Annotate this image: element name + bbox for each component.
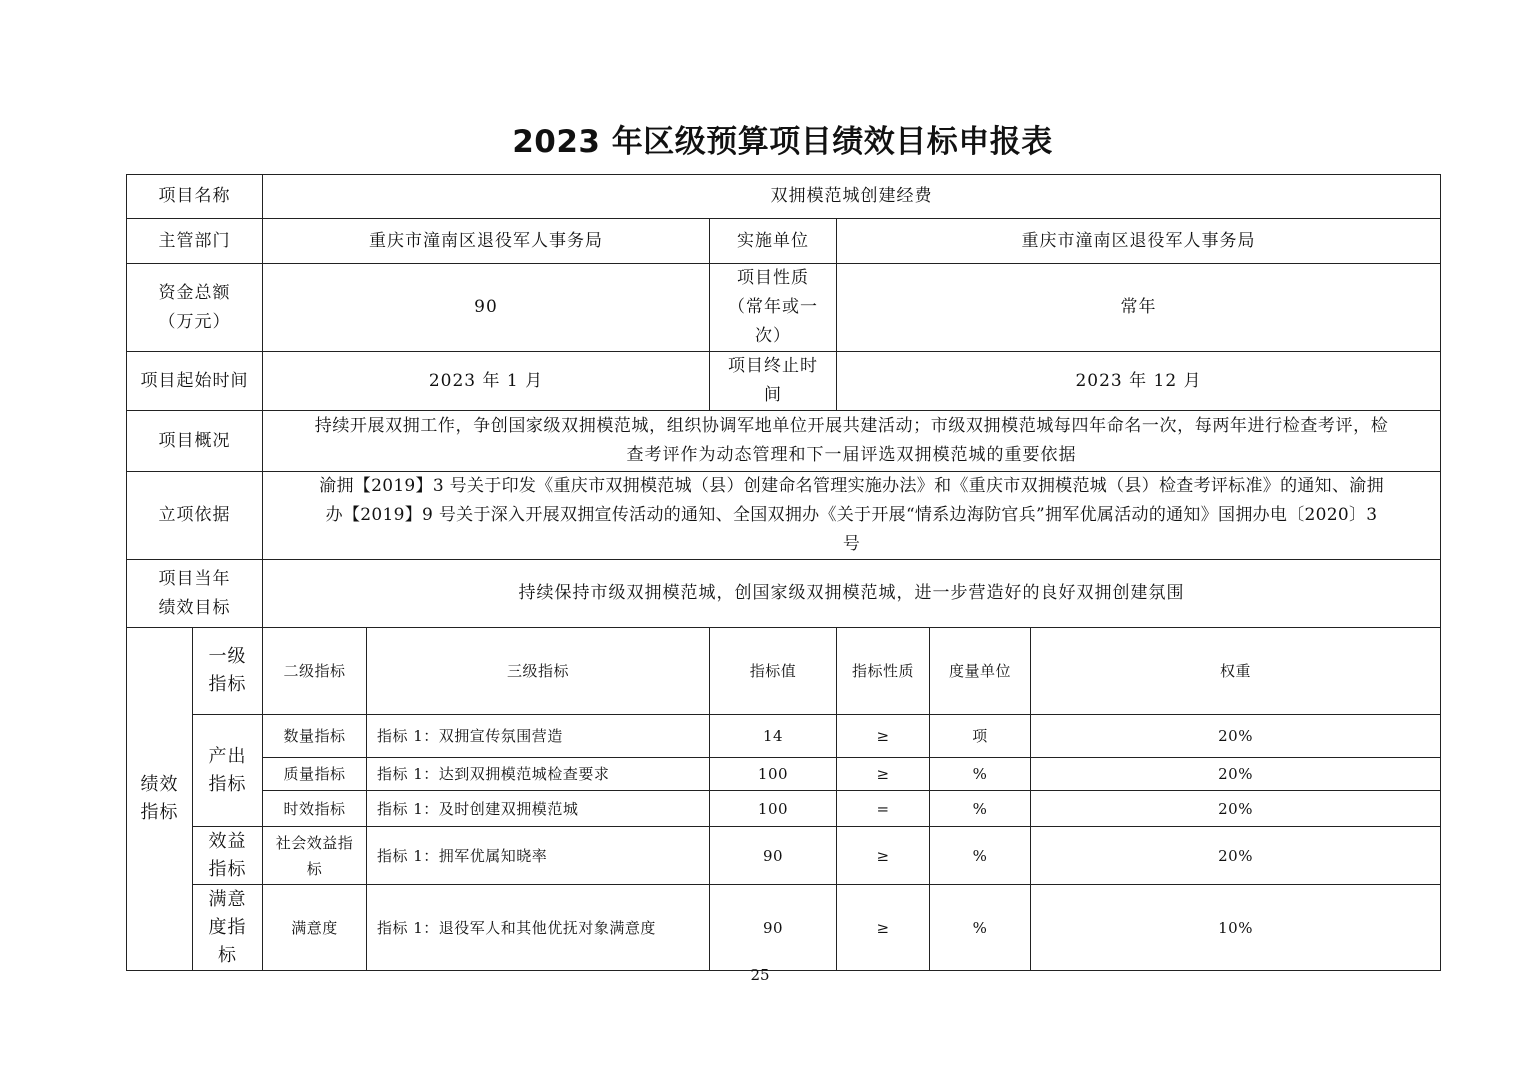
annual-goal-value: 持续保持市级双拥模范城，创国家级双拥模范城，进一步营造好的良好双拥创建氛围 — [263, 560, 1441, 628]
document-title: 2023 年区级预算项目绩效目标申报表 — [512, 124, 1053, 160]
basis-value — [263, 472, 1441, 560]
satisfaction-group-line1: 满意 — [208, 888, 247, 910]
row-project-name — [127, 175, 1441, 219]
indicator-row — [127, 885, 1441, 971]
overview-label: 项目概况 — [127, 411, 263, 472]
row-funds — [127, 264, 1441, 352]
project-nature-label-line1: 项目性质 — [737, 268, 809, 288]
annual-goal-label-line2: 绩效目标 — [158, 597, 231, 618]
project-nature-value: 常年 — [837, 264, 1441, 352]
indicator-level2 — [263, 827, 367, 885]
indicator-unit: 项 — [930, 715, 1031, 758]
indicator-level2: 满意度 — [263, 885, 367, 971]
indicator-value: 14 — [710, 715, 837, 758]
overview-line1: 持续开展双拥工作，争创国家级双拥模范城，组织协调军地单位开展共建活动；市级双拥模范城每四年命名一次，每两年进行检查考评，检 — [314, 416, 1389, 436]
weight-header: 权重 — [1031, 628, 1441, 715]
indicator-level3: 指标 1：双拥宣传氛围营造 — [367, 715, 710, 758]
end-time-label-line1: 项目终止时 — [728, 356, 818, 376]
level2-header: 二级指标 — [263, 628, 367, 715]
overview-line2: 查考评作为动态管理和下一届评选双拥模范城的重要依据 — [626, 445, 1077, 465]
project-nature-label — [710, 264, 837, 352]
level1-header-line2: 指标 — [208, 674, 247, 695]
indicator-value: 100 — [710, 791, 837, 827]
department-label: 主管部门 — [127, 219, 263, 264]
page-number: 25 — [750, 966, 770, 984]
benefit-group-line2: 指标 — [208, 858, 247, 880]
start-time-label: 项目起始时间 — [127, 352, 263, 411]
indicator-weight: 20% — [1031, 791, 1441, 827]
indicator-row — [127, 791, 1441, 827]
indicators-label-line2: 指标 — [140, 802, 179, 823]
indicator-unit: % — [930, 885, 1031, 971]
indicator-level3: 指标 1：及时创建双拥模范城 — [367, 791, 710, 827]
satisfaction-group-line3: 标 — [218, 944, 237, 966]
indicator-level2-line1: 社会效益指 — [275, 833, 354, 852]
funds-label-line1: 资金总额 — [158, 282, 231, 303]
level1-header — [193, 628, 263, 715]
indicator-nature: = — [837, 791, 930, 827]
indicator-weight: 20% — [1031, 758, 1441, 791]
row-department — [127, 219, 1441, 264]
row-annual-goal — [127, 560, 1441, 628]
indicator-value: 100 — [710, 758, 837, 791]
indicator-row — [127, 827, 1441, 885]
department-value: 重庆市潼南区退役军人事务局 — [263, 219, 710, 264]
indicator-level2: 数量指标 — [263, 715, 367, 758]
implementing-unit-value: 重庆市潼南区退役军人事务局 — [837, 219, 1441, 264]
indicator-unit: % — [930, 827, 1031, 885]
nature-header: 指标性质 — [837, 628, 930, 715]
project-nature-label-line2: （常年或一 — [728, 297, 818, 317]
satisfaction-indicator-group — [193, 885, 263, 971]
indicator-row — [127, 758, 1441, 791]
basis-line1: 渝拥【2019】3 号关于印发《重庆市双拥模范城（县）创建命名管理实施办法》和《重庆市双拥模范城（县）检查考评标准》的通知、渝拥 — [319, 476, 1384, 496]
output-indicator-group — [193, 715, 263, 827]
project-nature-label-line3: 次） — [755, 326, 791, 346]
indicator-weight: 10% — [1031, 885, 1441, 971]
unit-header: 度量单位 — [930, 628, 1031, 715]
indicator-weight: 20% — [1031, 715, 1441, 758]
indicator-value: 90 — [710, 827, 837, 885]
funds-label-line2: （万元） — [158, 311, 231, 332]
level1-header-line1: 一级 — [208, 646, 247, 667]
indicator-level3: 指标 1：达到双拥模范城检查要求 — [367, 758, 710, 791]
implementing-unit-label: 实施单位 — [710, 219, 837, 264]
row-basis — [127, 472, 1441, 560]
indicators-section-label — [127, 628, 193, 971]
annual-goal-label — [127, 560, 263, 628]
indicator-nature: ≥ — [837, 715, 930, 758]
value-header: 指标值 — [710, 628, 837, 715]
funds-value: 90 — [263, 264, 710, 352]
output-group-line2: 指标 — [208, 773, 247, 795]
indicator-weight: 20% — [1031, 827, 1441, 885]
benefit-indicator-group — [193, 827, 263, 885]
indicator-level2: 质量指标 — [263, 758, 367, 791]
indicator-nature: ≥ — [837, 827, 930, 885]
level3-header: 三级指标 — [367, 628, 710, 715]
start-time-value: 2023 年 1 月 — [263, 352, 710, 411]
indicator-row — [127, 715, 1441, 758]
basis-label: 立项依据 — [127, 472, 263, 560]
row-dates — [127, 352, 1441, 411]
indicator-unit: % — [930, 791, 1031, 827]
indicator-value: 90 — [710, 885, 837, 971]
indicator-level3: 指标 1：退役军人和其他优抚对象满意度 — [367, 885, 710, 971]
indicator-unit: % — [930, 758, 1031, 791]
performance-target-form — [126, 174, 1441, 971]
satisfaction-group-line2: 度指 — [208, 916, 247, 938]
basis-line2: 办【2019】9 号关于深入开展双拥宣传活动的通知、全国双拥办《关于开展“情系边海防官兵”拥军优属活动的通知》国拥办电〔2020〕3 — [325, 505, 1378, 525]
end-time-value: 2023 年 12 月 — [837, 352, 1441, 411]
indicator-nature: ≥ — [837, 885, 930, 971]
indicator-header-row — [127, 628, 1441, 715]
overview-value — [263, 411, 1441, 472]
end-time-label — [710, 352, 837, 411]
row-overview — [127, 411, 1441, 472]
indicators-label-line1: 绩效 — [140, 774, 179, 795]
indicator-nature: ≥ — [837, 758, 930, 791]
end-time-label-line2: 间 — [764, 385, 782, 405]
annual-goal-label-line1: 项目当年 — [158, 568, 231, 589]
output-group-line1: 产出 — [208, 745, 247, 767]
indicator-level2: 时效指标 — [263, 791, 367, 827]
indicator-level2-line2: 标 — [306, 859, 323, 878]
project-name-value: 双拥模范城创建经费 — [263, 175, 1441, 219]
funds-label — [127, 264, 263, 352]
basis-line3: 号 — [842, 534, 861, 554]
project-name-label: 项目名称 — [127, 175, 263, 219]
indicator-level3: 指标 1：拥军优属知晓率 — [367, 827, 710, 885]
benefit-group-line1: 效益 — [208, 830, 247, 852]
